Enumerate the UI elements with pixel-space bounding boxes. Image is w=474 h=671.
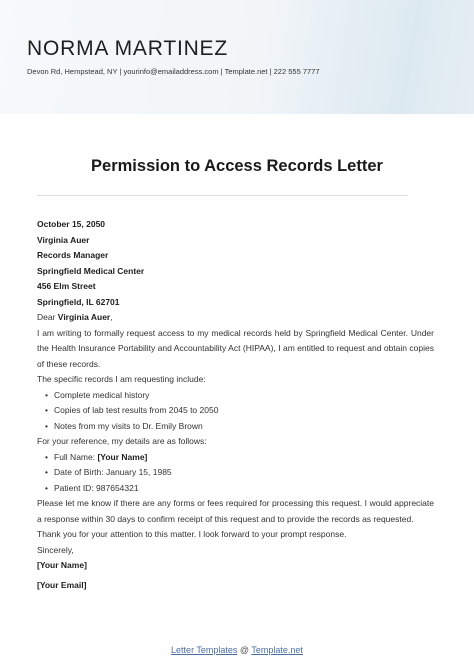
letter-date: October 15, 2050 bbox=[37, 219, 106, 229]
recipient-name: Virginia Auer bbox=[37, 234, 90, 245]
letter-templates-link[interactable]: Letter Templates bbox=[171, 645, 238, 655]
footer-separator: @ bbox=[237, 645, 252, 655]
sender-name: NORMA MARTINEZ bbox=[27, 37, 228, 60]
list-item: • Copies of lab test results from 2045 to 2050 bbox=[45, 403, 434, 419]
list-item: • Complete medical history bbox=[45, 388, 434, 404]
list-item: • Date of Birth: January 15, 1985 bbox=[45, 465, 434, 481]
records-intro: The specific records I am requesting include: bbox=[37, 374, 206, 384]
details-intro: For your reference, my details are as follows: bbox=[37, 436, 207, 446]
intro-paragraph: I am writing to formally request access to my medical records held by Springfield Medical Center. Under the Health Insurance Portability and Accountability Act (HIPAA), I am entitled to request and obtain copies of these records. bbox=[37, 327, 434, 369]
letterhead bbox=[0, 0, 474, 114]
thanks-line: Thank you for your attention to this matter. I look forward to your prompt response. bbox=[37, 529, 347, 539]
bullet-icon: • bbox=[45, 420, 48, 431]
salutation bbox=[37, 310, 434, 326]
bullet-icon: • bbox=[45, 389, 48, 400]
salutation-name: Virginia Auer bbox=[57, 312, 111, 322]
closing: Sincerely, bbox=[37, 544, 74, 555]
list-item: • Full Name: [Your Name] bbox=[45, 450, 434, 466]
sender-contact-info: Devon Rd, Hempstead, NY | yourinfo@emailaddress.com | Template.net | 222 555 7777 bbox=[27, 67, 320, 76]
letter-title: Permission to Access Records Letter bbox=[91, 157, 383, 175]
bullet-icon: • bbox=[45, 467, 48, 477]
title-divider bbox=[37, 195, 408, 196]
bullet-icon: • bbox=[45, 405, 48, 415]
signature-email: [Your Email] bbox=[37, 579, 87, 590]
template-net-link[interactable]: Template.net bbox=[251, 645, 303, 655]
request-paragraph: Please let me know if there are any forms or fees required for processing this request. I would appreciate a response within 30 days to confirm receipt of this request and to provide the records as requested. bbox=[37, 498, 434, 524]
bullet-icon: • bbox=[45, 451, 48, 462]
signature-name: [Your Name] bbox=[37, 560, 87, 570]
recipient-title: Records Manager bbox=[37, 250, 109, 260]
letter-body bbox=[37, 217, 434, 593]
bullet-icon: • bbox=[45, 482, 48, 493]
footer bbox=[0, 645, 474, 655]
salutation-suffix: , bbox=[110, 312, 113, 322]
list-item: • Patient ID: 987654321 bbox=[45, 481, 434, 497]
recipient-street: 456 Elm Street bbox=[37, 281, 96, 291]
salutation-prefix: Dear bbox=[37, 312, 58, 322]
recipient-city: Springfield, IL 62701 bbox=[37, 296, 120, 307]
details-list bbox=[37, 450, 434, 497]
records-list bbox=[37, 388, 434, 435]
recipient-organization: Springfield Medical Center bbox=[37, 265, 145, 276]
list-item: • Notes from my visits to Dr. Emily Brown bbox=[45, 419, 434, 435]
